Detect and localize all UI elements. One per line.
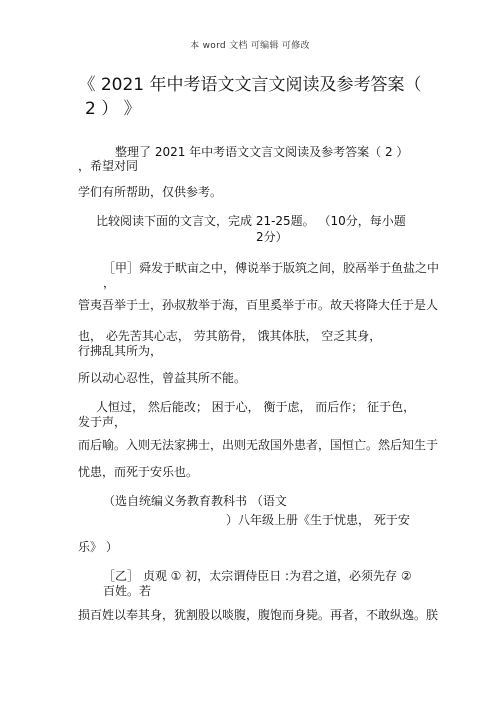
passage-jia-line-6: 所以动心忍性，曾益其所不能。	[78, 371, 247, 385]
intro-line-1: 整理了 2021 年中考语文文言文阅读及参考答案（ 2 ）	[115, 145, 409, 159]
passage-jia-line-2: ，	[103, 276, 116, 290]
passage-jia-line-9: 而后喻。入则无法家拂士，出则无敌国外患者，国恒亡。然后知生于	[78, 438, 439, 452]
passage-jia-line-1: ［甲］舜发于畎亩之中，傅说举于版筑之间，胶鬲举于鱼盐之中	[103, 261, 440, 275]
passage-jia-line-10: 忧患，而死于安乐也。	[78, 465, 199, 479]
passage-jia-line-7: 人恒过， 然后能改； 困于心， 衡于虑， 而后作； 征于色，	[96, 400, 416, 414]
intro-line-3: 学们有所帮助，仅供参考。	[78, 185, 223, 199]
passage-yi-line-3: 损百姓以奉其身，犹割股以啖腹，腹饱而身毙。再者，不敢纵逸。朕	[78, 608, 439, 622]
document-title-line-2: 2 ） 》	[85, 99, 141, 119]
instruction-line-2: 2分）	[256, 230, 288, 244]
document-title-line-1: 《 2021 年中考语文文言文阅读及参考答案（	[78, 75, 422, 95]
instruction-line-1: 比较阅读下面的文言文，完成 21-25题。 （10分，每小题	[96, 214, 406, 228]
passage-yi-line-2: 百姓。若	[103, 584, 152, 598]
passage-jia-line-5: 行拂乱其所为，	[78, 344, 163, 358]
passage-yi-line-1: ［乙］ 贞观 ① 初，太宗谓侍臣日 :为君之道，必须先存 ②	[103, 569, 412, 583]
source-line-2: ）八年级上册《生于忧患， 死于安	[226, 513, 410, 527]
passage-jia-line-3: 管夷吾举于士，孙叔敖举于海，百里奚举于市。故天将降大任于是人	[78, 298, 439, 312]
source-line-1: （选自统编义务教育教科书 （语文	[103, 494, 287, 508]
intro-line-2: ，希望对同	[78, 159, 139, 173]
source-line-3: 乐》 ）	[78, 540, 118, 554]
passage-jia-line-8: 发于声，	[78, 415, 127, 429]
document-header: 本 word 文档 可编辑 可修改	[190, 41, 310, 51]
passage-jia-line-4: 也， 必先苦其心志， 劳其筋骨， 饿其体肤， 空乏其身，	[78, 329, 382, 343]
